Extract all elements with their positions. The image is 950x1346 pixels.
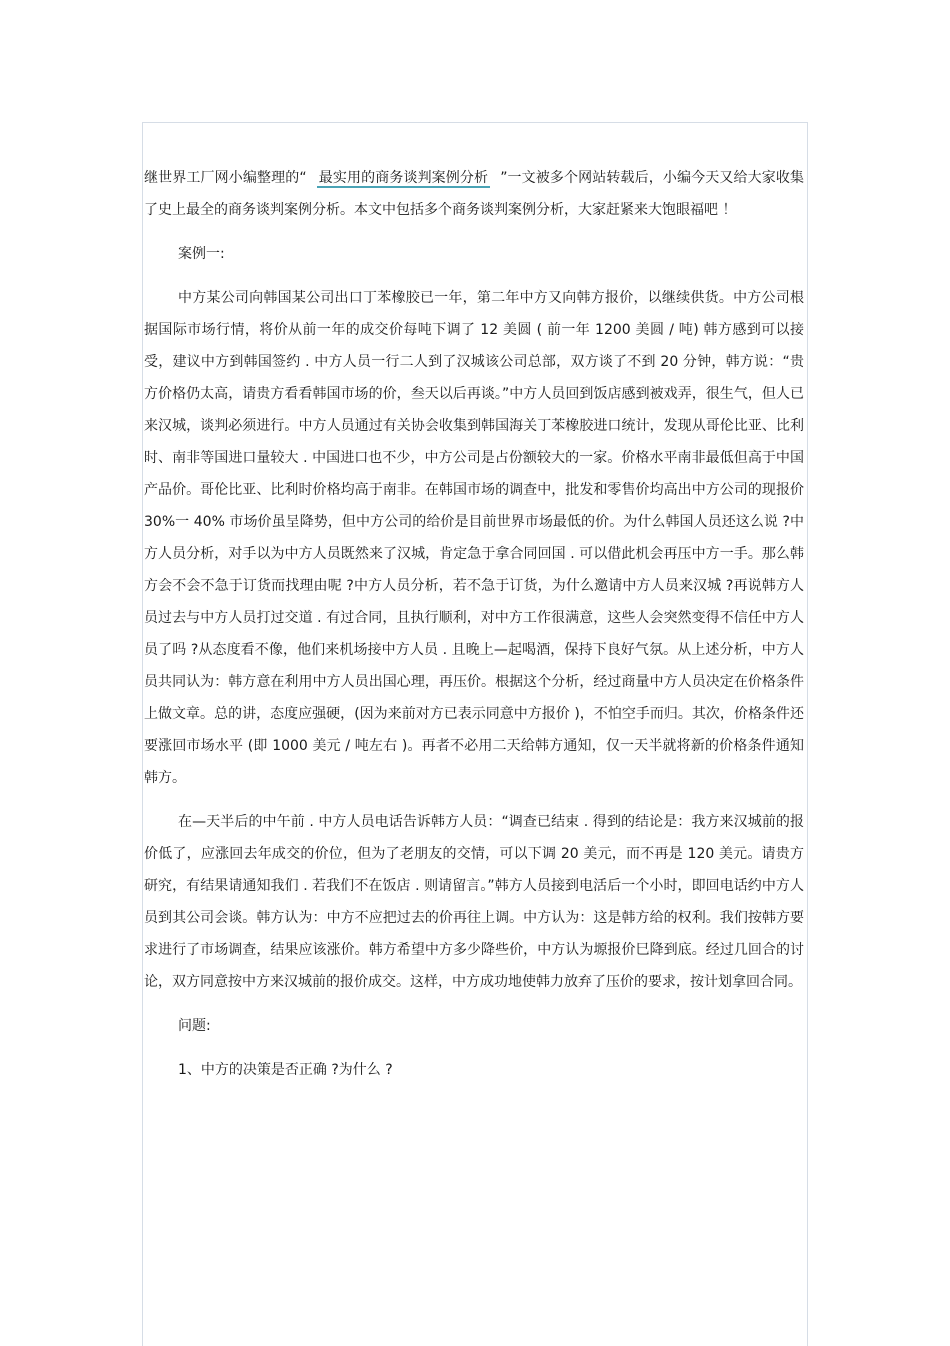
question-heading: 问题:: [178, 1018, 211, 1034]
article-link[interactable]: 最实用的商务谈判案例分析: [318, 170, 489, 186]
question-item-1: 1、中方的决策是否正确 ?为什么 ?: [178, 1062, 393, 1078]
intro-text-start: 继世界工厂网小编整理的“: [144, 170, 307, 186]
case-heading: 案例一:: [178, 246, 225, 262]
intro-paragraph: [144, 162, 804, 226]
case-paragraph-1: 中方某公司向韩国某公司出口丁苯橡胶已一年，第二年中方又向韩方报价，以继续供货。中方公司根据国际市场行情，将价从前一年的成交价每吨下调了 12 美圆 ( 前一年 1200 美圆 / 吨) 韩方感到可以接受，建议中方到韩国签约 . 中方人员一行二人到了汉城该公司总部，双方谈了不到 20 分钟，韩方说：“贵方价格仍太高，请贵方看看韩国市场的价，叁天以后再谈。”中方人员回到饭店感到被戏弄，很生气，但人已来汉城，谈判必须进行。中方人员通过有关协会收集到韩国海关丁苯橡胶进口统计，发现从哥伦比亚、比利时、南非等国进口量较大 . 中国进口也不少，中方公司是占份额较大的一家。价格水平南非最低但高于中国产品价。哥伦比亚、比利时价格均高于南非。在韩国市场的调查中，批发和零售价均高出中方公司的现报价 30%一 40% 市场价虽呈降势，但中方公司的给价是目前世界市场最低的价。为什么韩国人员还这么说 ?中方人员分析，对手以为中方人员既然来了汉城，肯定急于拿合同回国 . 可以借此机会再压中方一手。那么韩方会不会不急于订货而找理由呢 ?中方人员分析，若不急于订货，为什么邀请中方人员来汉城 ?再说韩方人员过去与中方人员打过交道 . 有过合同，且执行顺利，对中方工作很满意，这些人会突然变得不信任中方人员了吗 ?从态度看不像，他们来机场接中方人员 . 且晚上—起喝酒，保持下良好气氛。从上述分析，中方人员共同认为：韩方意在利用中方人员出国心理，再压价。根据这个分析，经过商量中方人员决定在价格条件上做文章。总的讲，态度应强硬，(因为来前对方已表示同意中方报价 )，不怕空手而归。其次，价格条件还要涨回市场水平 (即 1000 美元 / 吨左右 )。再者不必用二天给韩方通知，仅一天半就将新的价格条件通知韩方。: [144, 290, 804, 786]
case-paragraph-2: 在—天半后的中午前 . 中方人员电话告诉韩方人员：“调查已结束 . 得到的结论是：我方来汉城前的报价低了，应涨回去年成交的价位，但为了老朋友的交情，可以下调 20 美元，而不再是 120 美元。请贵方研究，有结果请通知我们 . 若我们不在饭店 . 则请留言。”韩方人员接到电活后一个小时，即回电话约中方人员到其公司会谈。韩方认为：中方不应把过去的价再往上调。中方认为：这是韩方给的权利。我们按韩方要求进行了市场调查，结果应该涨价。韩方希望中方多少降些价，中方认为塬报价巳降到底。经过几回合的讨论，双方同意按中方来汉城前的报价成交。这样，中方成功地使韩力放弃了压价的要求，按计划拿回合同。: [144, 814, 804, 990]
article-body: [144, 162, 804, 1098]
intro-text-end: ”一文被多个网站转载后，小编今天又给大家收集了史上最全的商务谈判案例分析。本文中包括多个商务谈判案例分析，大家赶紧来大饱眼福吧 ！: [144, 170, 804, 218]
